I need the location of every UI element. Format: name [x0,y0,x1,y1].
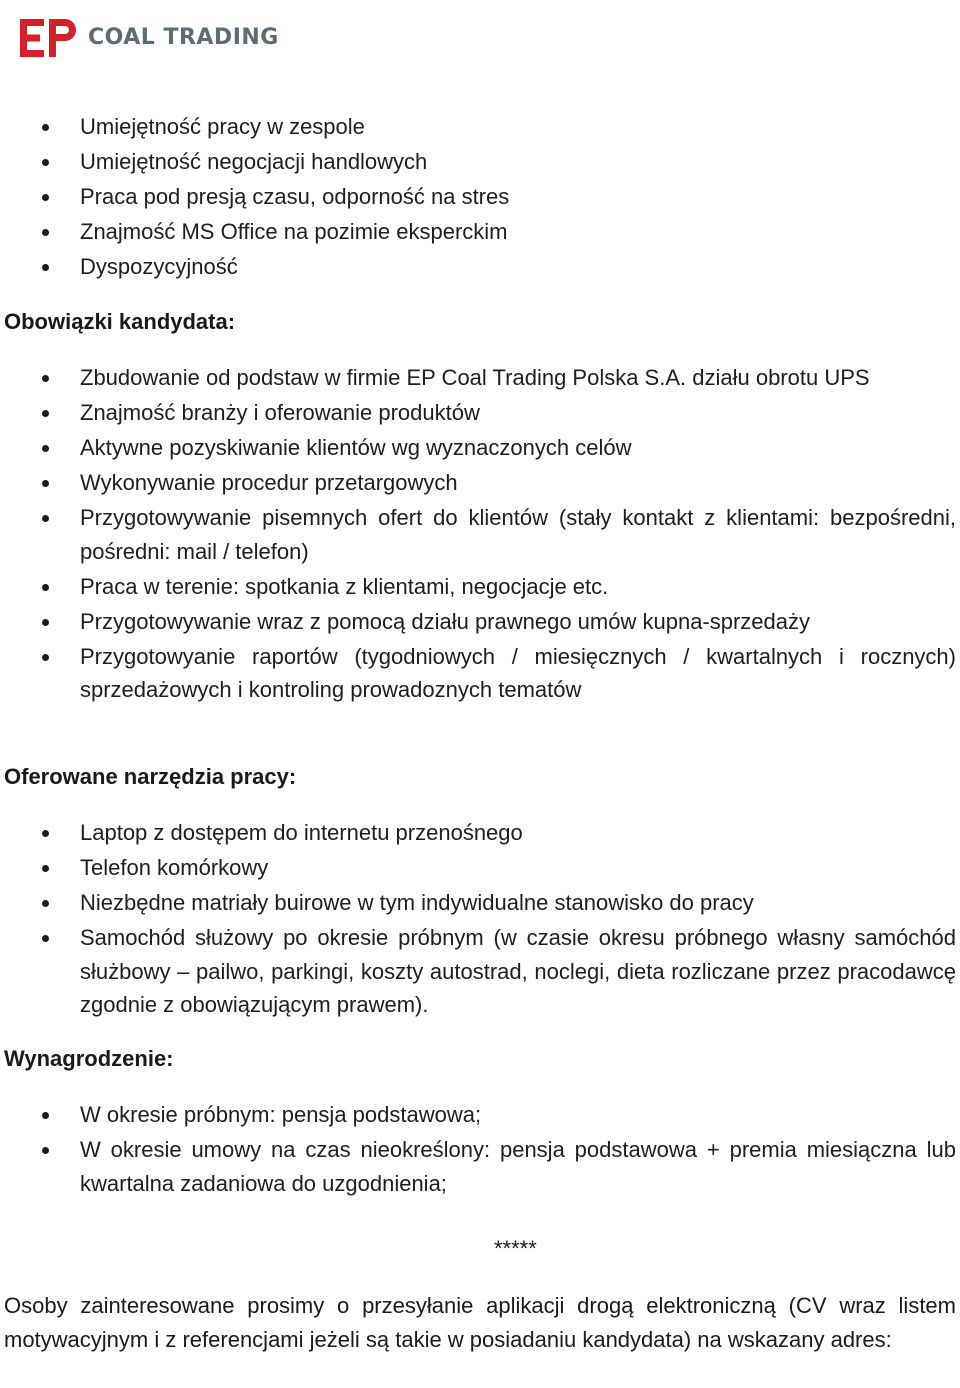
bullet-icon [42,194,49,201]
bullet-icon [42,515,49,522]
bullet-icon [42,900,49,907]
separator-stars: ***** [494,1236,537,1261]
list-item: Umiejętność pracy w zespole [0,110,960,144]
bullet-icon [42,124,49,131]
list-item: Telefon komórkowy [0,851,960,885]
list-item: Samochód służowy po okresie próbnym (w czasie okresu próbnego własny samóchód służbowy – pailwo, parkingi, koszty autostrad, noclegi, dieta rozliczane przez pracodawcę zgodnie z obowiązującym prawem). [0,921,960,1022]
list-item: W okresie umowy na czas nieokreślony: pensja podstawowa + premia miesiączna lub kwartalna zadaniowa do uzgodnienia; [0,1133,960,1200]
bullet-icon [42,410,49,417]
salary-list [0,1098,960,1200]
closing-paragraph: Osoby zainteresowane prosimy o przesyłanie aplikacji drogą elektroniczną (CV wraz listem motywacyjnym i z referencjami jeżeli są takie w posiadaniu kandydata) na wskazany adres: [4,1293,956,1352]
bullet-icon [42,159,49,166]
list-item: W okresie próbnym: pensja podstawowa; [0,1098,960,1132]
bullet-icon [42,375,49,382]
bullet-icon [42,264,49,271]
bullet-icon [42,654,49,661]
bullet-icon [42,480,49,487]
bullet-icon [42,865,49,872]
bullet-icon [42,619,49,626]
list-item: Znajmość MS Office na pozimie eksperckim [0,215,960,249]
list-item: Aktywne pozyskiwanie klientów wg wyznaczonych celów [0,431,960,465]
company-logo [20,18,279,58]
bullet-icon [42,445,49,452]
list-item: Przygotowyanie raportów (tygodniowych / miesięcznych / kwartalnych i rocznych) sprzedażowych i kontroling prowadoznych tematów [0,640,960,707]
bullet-icon [42,1147,49,1154]
duties-list [0,361,960,707]
skills-list [0,110,960,284]
bullet-icon [42,830,49,837]
list-item: Umiejętność negocjacji handlowych [0,145,960,179]
list-item: Laptop z dostępem do internetu przenośnego [0,816,960,850]
tools-list [0,816,960,1022]
list-item: Praca pod presją czasu, odporność na stres [0,180,960,214]
list-item: Wykonywanie procedur przetargowych [0,466,960,500]
bullet-icon [42,584,49,591]
list-item: Znajmość branży i oferowanie produktów [0,396,960,430]
duties-heading: Obowiązki kandydata: [4,309,236,334]
list-item: Przygotowywanie wraz z pomocą działu prawnego umów kupna-sprzedaży [0,605,960,639]
list-item: Niezbędne matriały buirowe w tym indywidualne stanowisko do pracy [0,886,960,920]
ep-logo-mark-icon [20,19,76,57]
list-item: Zbudowanie od podstaw w firmie EP Coal Trading Polska S.A. działu obrotu UPS [0,361,960,395]
bullet-icon [42,229,49,236]
tools-heading: Oferowane narzędzia pracy: [4,764,297,789]
salary-heading: Wynagrodzenie: [4,1046,174,1071]
list-item: Przygotowywanie pisemnych ofert do klientów (stały kontakt z klientami: bezpośredni, pośredni: mail / telefon) [0,501,960,568]
logo-text: COAL TRADING [88,25,279,50]
list-item: Praca w terenie: spotkania z klientami, negocjacje etc. [0,570,960,604]
bullet-icon [42,935,49,942]
bullet-icon [42,1112,49,1119]
list-item: Dyspozycyjność [0,250,960,284]
